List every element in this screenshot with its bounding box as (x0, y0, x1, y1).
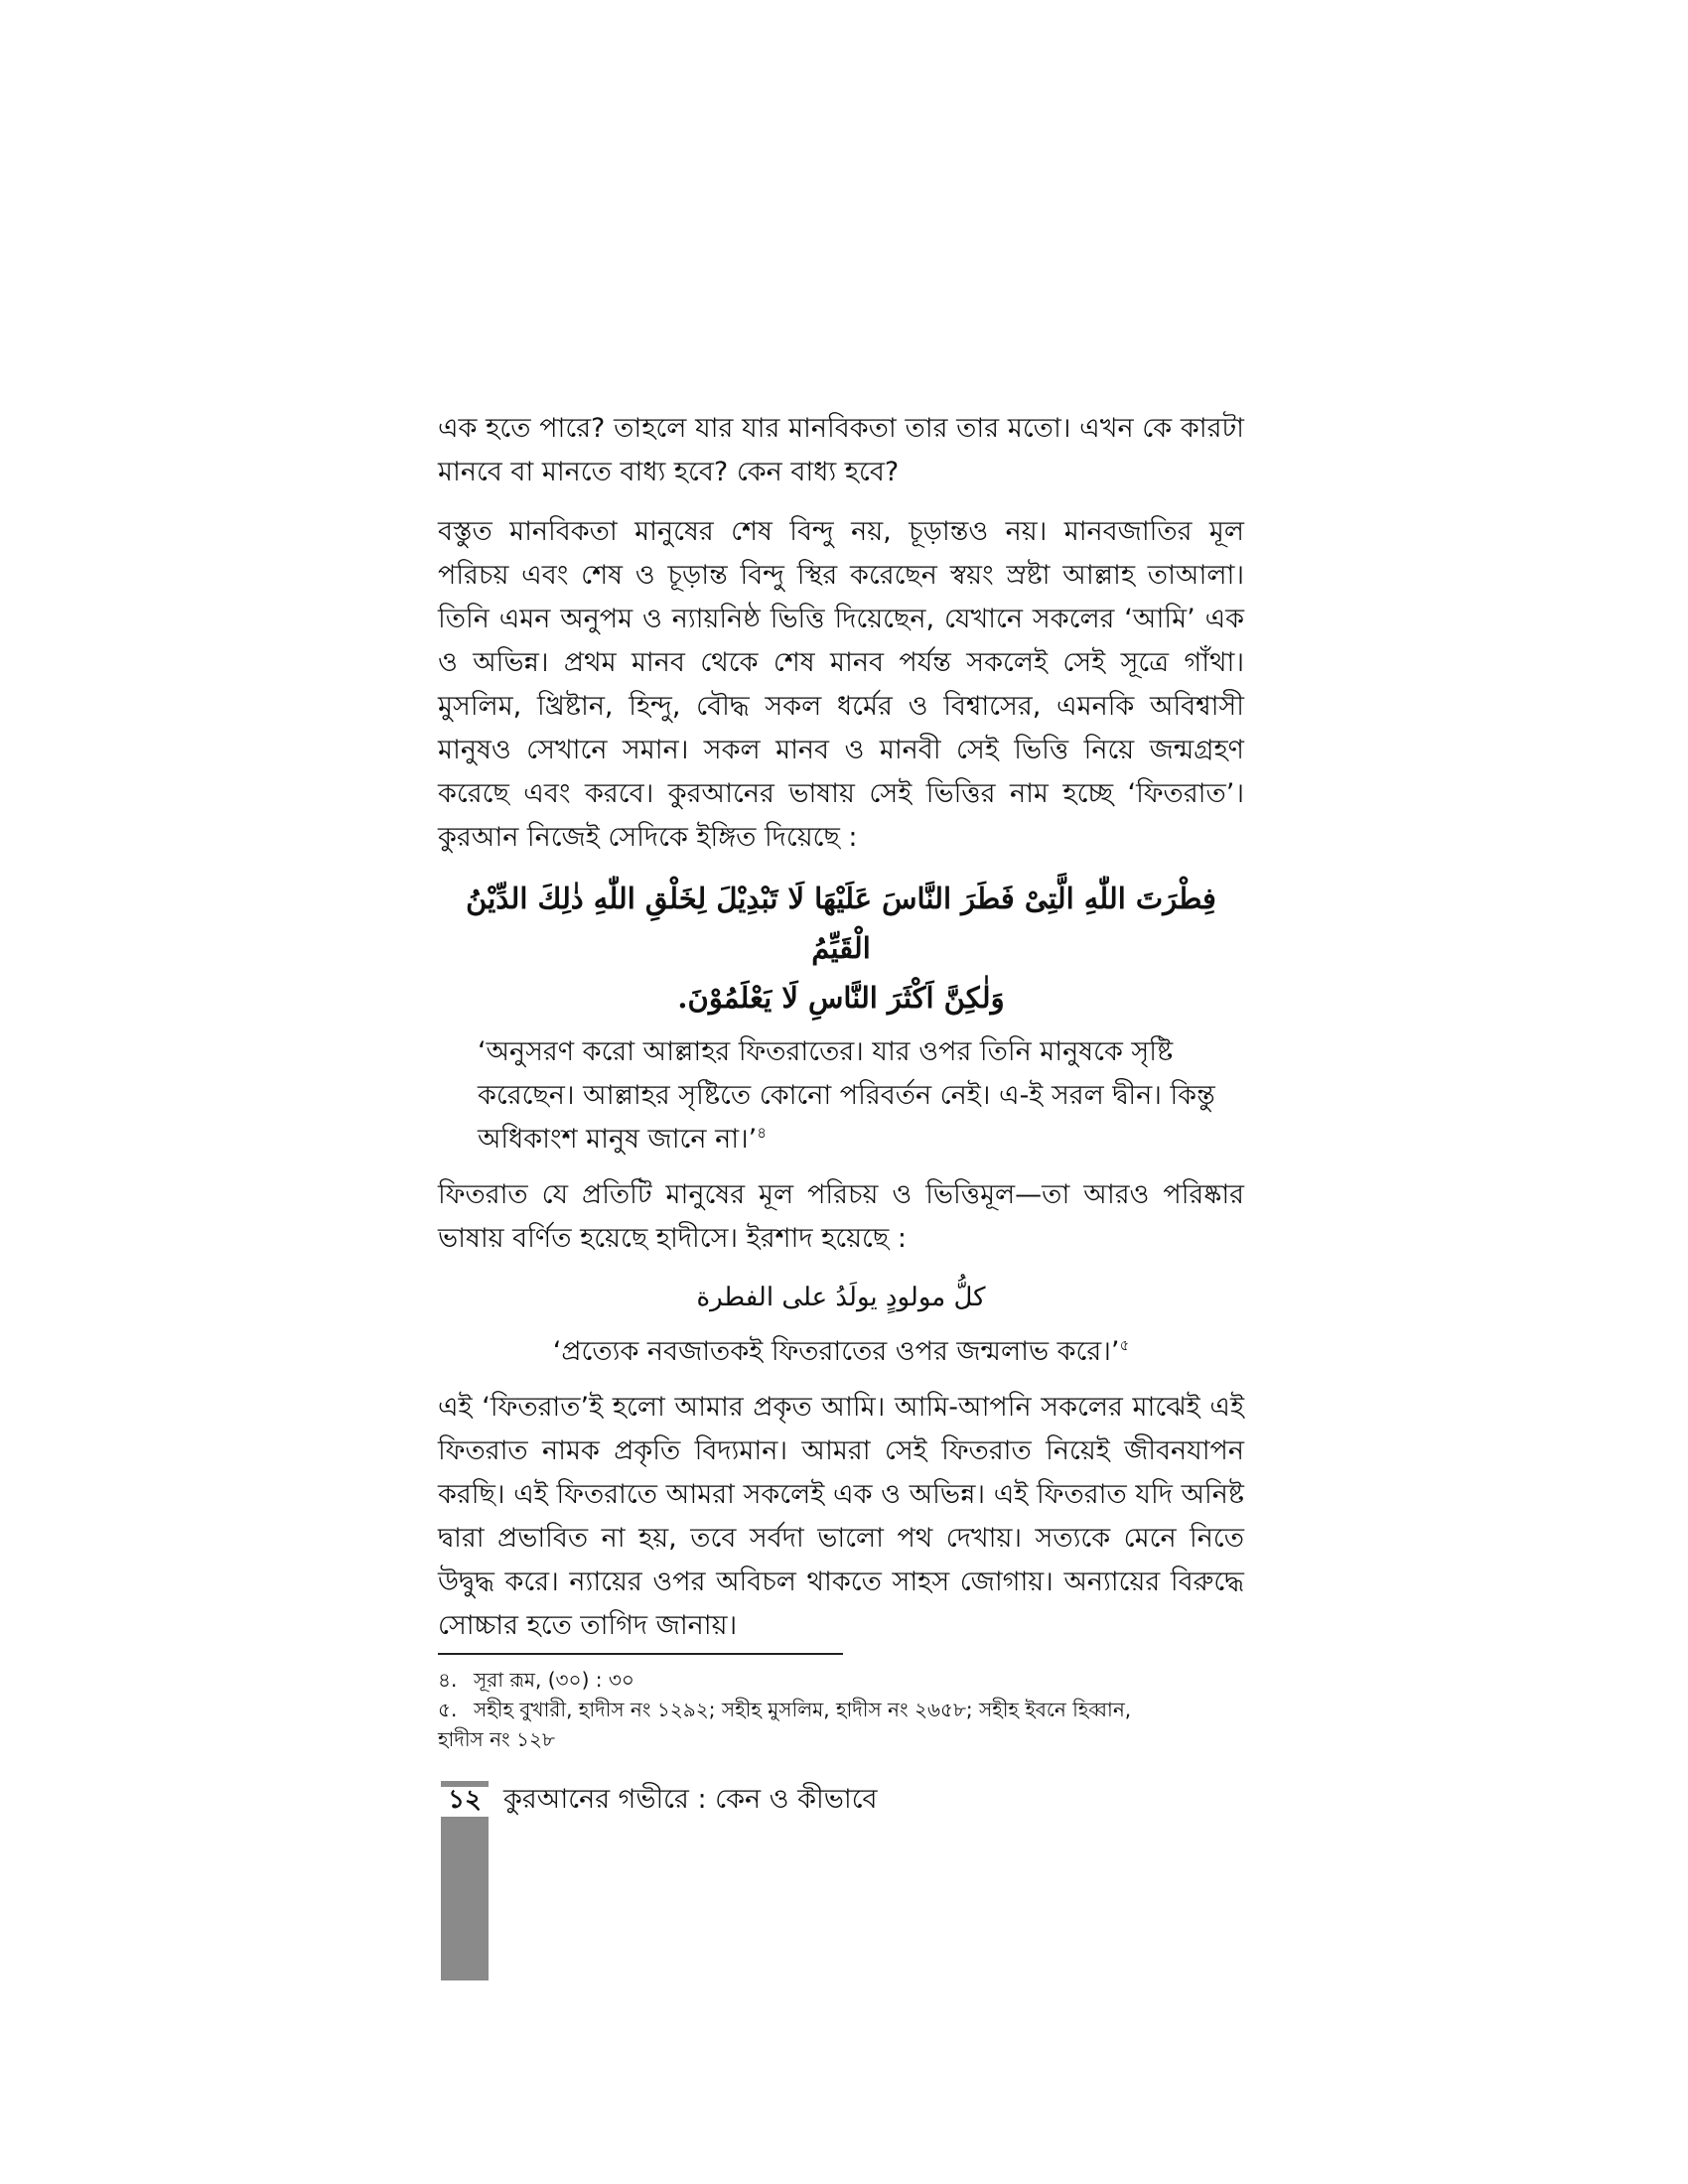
paragraph-fitrat: এই ‘ফিতরাত’ই হলো আমার প্রকৃত আমি। আমি-আপনি সকলের মাঝেই এই ফিতরাত নামক প্রকৃতি বিদ্যমান। আমরা সেই ফিতরাত নিয়েই জীবনযাপন করছি। এই ফিতরাতে আমরা সকলেই এক ও অভিন্ন। এই ফিতরাত যদি অনিষ্ট দ্বারা প্রভাবিত না হয়, তবে সর্বদা ভালো পথ দেখায়। সত্যকে মেনে নিতে উদ্বুদ্ধ করে। ন্যায়ের ওপর অবিচল থাকতে সাহস জোগায়। অন্যায়ের বিরুদ্ধে সোচ্চার হতে তাগিদ জানায়। (438, 1392, 1244, 1641)
page-body (438, 407, 1244, 1662)
arabic-verse-line-1: فِطْرَتَ اللّٰهِ الَّتِىْ فَطَرَ النَّاسَ عَلَيْهَا لَا تَبْدِيْلَ لِخَلْقِ اللّٰهِ ذٰلِكَ الدِّيْنُ الْقَيِّمُ (466, 882, 1216, 965)
footnote-text: সহীহ বুখারী, হাদীস নং ১২৯২; সহীহ মুসলিম, হাদীস নং ২৬৫৮; সহীহ ইবনে হিব্বান, (474, 1698, 1132, 1721)
arabic-verse (438, 874, 1244, 1023)
footnotes (438, 1665, 1244, 1754)
footnote-5 (438, 1695, 1244, 1724)
page-number: ১২ (448, 1785, 482, 1815)
paragraph-hadith-intro: ফিতরাত যে প্রতিটি মানুষের মূল পরিচয় ও ভিত্তিমূল—তা আরও পরিষ্কার ভাষায় বর্ণিত হয়েছে হাদীসে। ইরশাদ হয়েছে : (438, 1179, 1244, 1254)
paragraph-humanity: বস্তুত মানবিকতা মানুষের শেষ বিন্দু নয়, চূড়ান্তও নয়। মানবজাতির মূল পরিচয় এবং শেষ ও চূড়ান্ত বিন্দু স্থির করেছেন স্বয়ং স্রষ্টা আল্লাহ তাআলা। তিনি এমন অনুপম ও ন্যায়নিষ্ঠ ভিত্তি দিয়েছেন, যেখানে সকলের ‘আমি’ এক ও অভিন্ন। প্রথম মানব থেকে শেষ মানব পর্যন্ত সকলেই সেই সূত্রে গাঁথা। মুসলিম, খ্রিষ্টান, হিন্দু, বৌদ্ধ সকল ধর্মের ও বিশ্বাসের, এমনকি অবিশ্বাসী মানুষও সেখানে সমান। সকল মানব ও মানবী সেই ভিত্তি নিয়ে জন্মগ্রহণ করেছে এবং করবে। কুরআনের ভাষায় সেই ভিত্তির নাম হচ্ছে ‘ফিতরাত’। কুরআন নিজেই সেদিকে ইঙ্গিত দিয়েছে : (438, 516, 1244, 853)
hadith-translation (438, 1330, 1244, 1374)
footnote-number: ৫. (438, 1698, 458, 1721)
verse-translation (478, 1030, 1224, 1161)
hadith-translation-text: ‘প্রত্যেক নবজাতকই ফিতরাতের ওপর জন্মলাভ করে।’ (552, 1336, 1120, 1367)
arabic-verse-line-2: وَلٰكِنَّ اَكْثَرَ النَّاسِ لَا يَعْلَمُوْنَ. (677, 981, 1005, 1015)
footnote-ref-5[interactable]: ৫ (1119, 1336, 1130, 1354)
footnote-number: ৪. (438, 1668, 458, 1692)
verse-translation-text: ‘অনুসরণ করো আল্লাহর ফিতরাতের। যার ওপর তিনি মানুষকে সৃষ্টি করেছেন। আল্লাহর সৃষ্টিতে কোনো পরিবর্তন নেই। এ-ই সরল দ্বীন। কিন্তু অধিকাংশ মানুষ জানে না।’ (478, 1036, 1215, 1155)
footnote-ref-4[interactable]: ৪ (757, 1124, 767, 1142)
footnote-5-continuation: হাদীস নং ১২৮ (438, 1727, 555, 1751)
footnote-divider (438, 1653, 843, 1655)
footnote-text: সূরা রূম, (৩০) : ৩০ (474, 1668, 634, 1692)
paragraph-intro: এক হতে পারে? তাহলে যার যার মানবিকতা তার তার মতো। এখন কে কারটা মানবে বা মানতে বাধ্য হবে? কেন বাধ্য হবে? (438, 413, 1244, 487)
arabic-hadith: كلُّ مولودٍ يولَدُ على الفطرة (696, 1283, 986, 1312)
footer-accent-bar (441, 1817, 489, 1980)
running-footer-title: কুরআনের গভীরে : কেন ও কীভাবে (503, 1784, 878, 1815)
footnote-4 (438, 1665, 1244, 1695)
